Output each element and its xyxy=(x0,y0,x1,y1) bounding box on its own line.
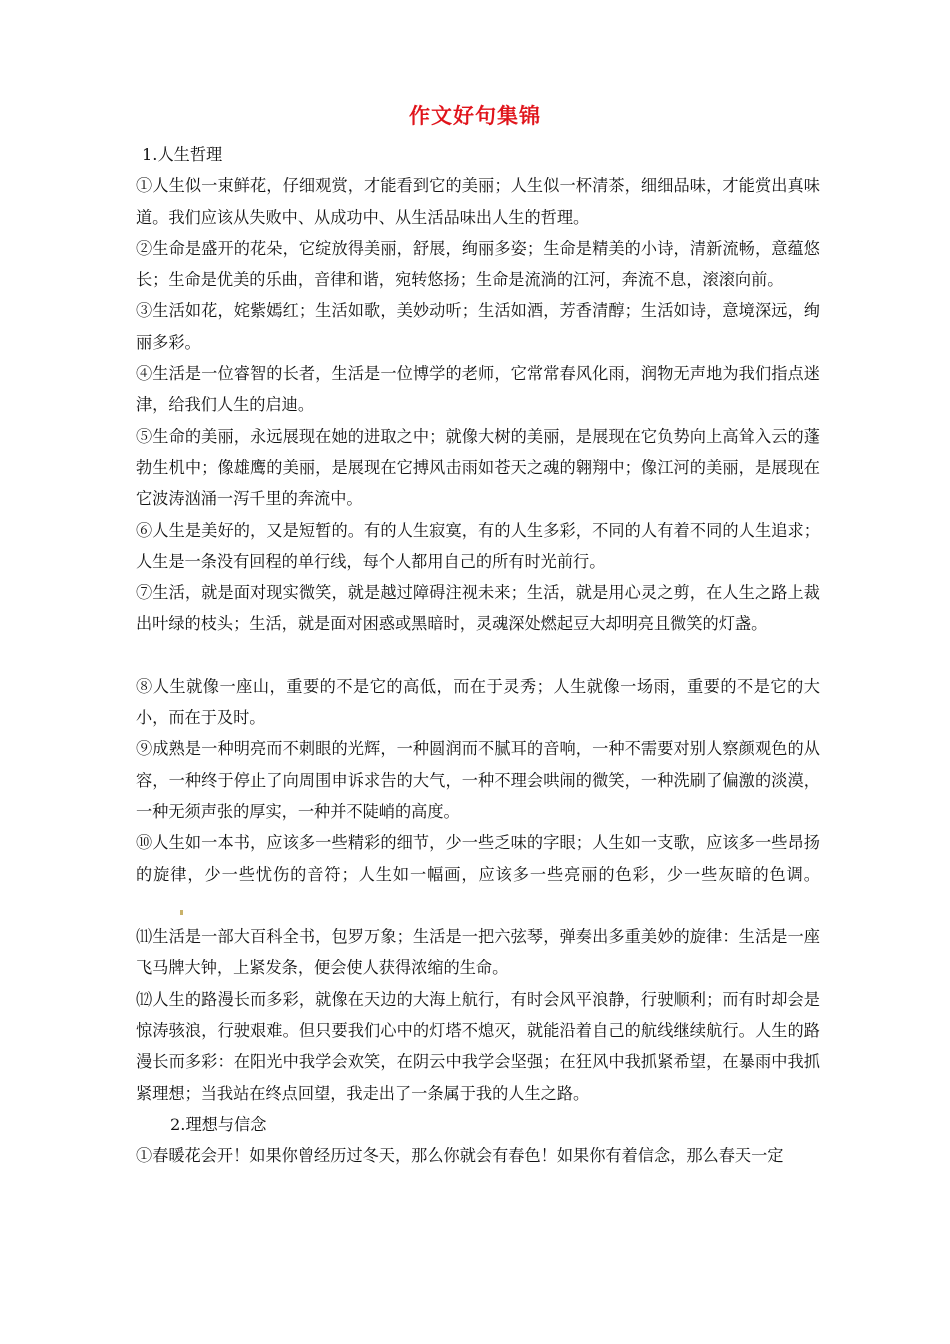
document-title: 作文好句集锦 xyxy=(409,104,541,128)
blank-line xyxy=(136,640,820,671)
paragraph: ③生活如花，姹紫嫣红；生活如歌，美妙动听；生活如酒，芳香清醇；生活如诗，意境深远，绚丽多彩。 xyxy=(136,301,820,352)
paragraph: ⑧人生就像一座山，重要的不是它的高低，而在于灵秀；人生就像一场雨，重要的不是它的大小，而在于及时。 xyxy=(136,676,820,728)
section-heading-ideals-beliefs: 2.理想与信念 xyxy=(170,1114,267,1134)
paragraph: ①春暖花会开！如果你曾经历过冬天，那么你就会有春色！如果你有着信念，那么春天一定 xyxy=(136,1146,784,1166)
paragraph: ⑥人生是美好的，又是短暂的。有的人生寂寞，有的人生多彩，不同的人有着不同的人生追求；人生是一条没有回程的单行线，每个人都用自己的所有时光前行。 xyxy=(136,520,820,571)
paragraph: ④生活是一位睿智的长者，生活是一位博学的老师，它常常春风化雨，润物无声地为我们指点迷津，给我们人生的启迪。 xyxy=(136,364,820,415)
paragraph: ⑨成熟是一种明亮而不刺眼的光辉，一种圆润而不腻耳的音响，一种不需要对别人察颜观色的从容，一种终于停止了向周围申诉求告的大气，一种不理会哄闹的微笑，一种洗刷了偏激的淡漠，一种无须声张的厚实，一种并不陡峭的高度。 xyxy=(136,739,820,821)
paragraph-with-mark xyxy=(136,827,820,921)
paragraph: ⑤生命的美丽，永远展现在她的进取之中；就像大树的美丽，是展现在它负势向上高耸入云的蓬勃生机中；像雄鹰的美丽，是展现在它搏风击雨如苍天之魂的翱翔中；像江河的美丽，是展现在它波涛汹涌一泻千里的奔流中。 xyxy=(136,426,820,509)
section-heading-life-philosophy: 1.人生哲理 xyxy=(142,145,223,164)
paragraph: ①人生似一束鲜花，仔细观赏，才能看到它的美丽；人生似一杯清茶，细细品味，才能赏出真味道。我们应该从失败中、从成功中、从生活品味出人生的哲理。 xyxy=(136,176,820,227)
paragraph: ②生命是盛开的花朵，它绽放得美丽，舒展，绚丽多姿；生命是精美的小诗，清新流畅，意蕴悠长；生命是优美的乐曲，音律和谐，宛转悠扬；生命是流淌的江河，奔流不息，滚滚向前。 xyxy=(136,238,820,290)
paragraph-text: ⑩人生如一本书，应该多一些精彩的细节，少一些乏味的字眼；人生如一支歌，应该多一些昂扬的旋律，少一些忧伤的音符；人生如一幅画，应该多一些亮丽的色彩，少一些灰暗的色调。 xyxy=(136,833,820,884)
paragraph: ⑿人生的路漫长而多彩，就像在天边的大海上航行，有时会风平浪静，行驶顺利；而有时却会是惊涛骇浪，行驶艰难。但只要我们心中的灯塔不熄灭，就能沿着自己的航线继续航行。人生的路漫长而多彩：在阳光中我学会欢笑，在阴云中我学会坚强；在狂风中我抓紧希望，在暴雨中我抓紧理想；当我站在终点回望，我走出了一条属于我的人生之路。 xyxy=(136,989,820,1103)
paragraph: ⑦生活，就是面对现实微笑，就是越过障碍注视未来；生活，就是用心灵之剪，在人生之路上裁出叶绿的枝头；生活，就是面对困惑或黑暗时，灵魂深处燃起豆大却明亮且微笑的灯盏。 xyxy=(136,583,820,634)
stray-mark xyxy=(180,910,183,915)
document-body xyxy=(136,139,820,1172)
paragraph: ⑾生活是一部大百科全书，包罗万象；生活是一把六弦琴，弹奏出多重美妙的旋律：生活是一座飞马牌大钟，上紧发条，便会使人获得浓缩的生命。 xyxy=(136,927,820,978)
